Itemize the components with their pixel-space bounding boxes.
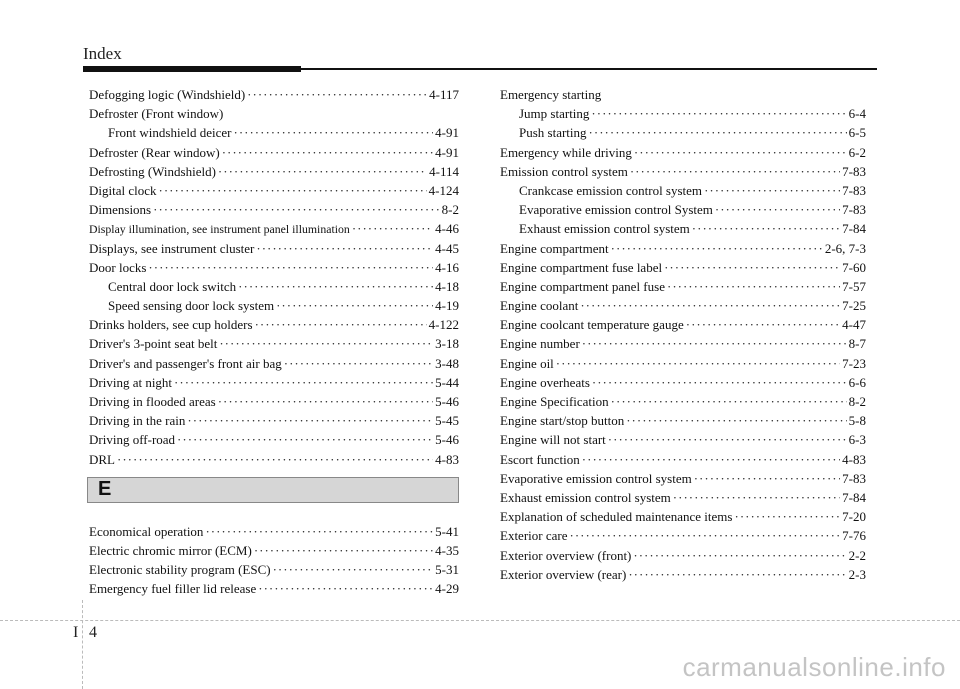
index-term: Central door lock switch — [108, 278, 237, 294]
index-entry — [89, 219, 459, 238]
section-letter: E — [98, 478, 112, 501]
index-term: Engine coolant — [500, 298, 579, 314]
index-left-column — [89, 85, 459, 599]
index-term: Driving in the rain — [89, 413, 186, 429]
index-entry — [89, 560, 459, 579]
index-term: DRL — [89, 451, 115, 467]
leader-dots — [284, 354, 433, 373]
leader-dots — [734, 507, 840, 526]
index-page-ref: 5-31 — [435, 562, 459, 578]
index-entry — [89, 450, 459, 469]
index-term: Front windshield deicer — [108, 125, 232, 141]
footer-divider — [0, 620, 960, 621]
index-entry — [89, 162, 459, 181]
index-page-ref: 4-47 — [842, 317, 866, 333]
leader-dots — [352, 219, 433, 238]
index-entry — [89, 522, 459, 541]
index-page-ref: 5-45 — [435, 413, 459, 429]
index-entry — [500, 373, 866, 392]
index-entry — [89, 541, 459, 560]
leader-dots — [582, 334, 847, 353]
index-entry — [89, 430, 459, 449]
index-page-ref: 5-46 — [435, 432, 459, 448]
leader-dots — [630, 162, 840, 181]
leader-dots — [715, 200, 840, 219]
leader-dots — [233, 123, 433, 142]
index-entry — [500, 162, 866, 181]
index-page-ref: 7-83 — [842, 163, 866, 179]
index-entry — [89, 315, 459, 334]
index-entry — [89, 411, 459, 430]
leader-dots — [256, 239, 433, 258]
index-term: Door locks — [89, 259, 147, 275]
leader-dots — [686, 315, 840, 334]
index-term: Driver's 3-point seat belt — [89, 336, 218, 352]
index-term: Engine will not start — [500, 432, 606, 448]
leader-dots — [148, 258, 433, 277]
index-entry — [89, 85, 459, 104]
watermark: carmanualsonline.info — [682, 652, 946, 682]
index-right-column — [500, 85, 866, 584]
index-term: Exterior overview (front) — [500, 547, 632, 563]
leader-dots — [187, 411, 433, 430]
index-page-ref: 4-35 — [435, 542, 459, 558]
index-page-ref: 5-8 — [848, 413, 866, 429]
leader-dots — [254, 541, 433, 560]
leader-dots — [611, 392, 847, 411]
leader-dots — [582, 450, 840, 469]
index-page-ref: 7-83 — [842, 182, 866, 198]
footer-section-letter: I — [73, 624, 79, 641]
index-page-ref: 7-83 — [842, 202, 866, 218]
index-entry — [500, 411, 866, 430]
index-page-ref: 6-6 — [848, 374, 866, 390]
index-page-ref: 8-2 — [848, 394, 866, 409]
index-entry — [500, 296, 866, 315]
index-entry — [500, 430, 866, 449]
index-entry — [89, 200, 459, 219]
leader-dots — [592, 373, 847, 392]
index-page-ref: 6-5 — [848, 125, 866, 141]
leader-dots — [608, 430, 847, 449]
index-entry — [89, 334, 459, 353]
index-entry — [500, 85, 866, 104]
index-term: Displays, see instrument cluster — [89, 240, 255, 256]
index-term: Emergency fuel filler lid release — [89, 581, 257, 597]
index-page-ref: 8-2 — [441, 202, 459, 218]
index-page-ref: 3-48 — [435, 355, 459, 371]
index-term: Jump starting — [519, 106, 590, 122]
index-term: Defroster (Front window) — [89, 106, 224, 122]
leader-dots — [589, 123, 847, 142]
leader-dots — [569, 526, 840, 545]
index-page-ref: 2-2 — [848, 547, 866, 563]
leader-dots — [664, 258, 840, 277]
index-term: Engine compartment — [500, 240, 609, 256]
index-entry — [500, 450, 866, 469]
index-term: Evaporative emission control system — [500, 470, 692, 486]
index-term: Economical operation — [89, 523, 204, 539]
footer-page-number: 4 — [89, 624, 97, 641]
index-entry — [89, 143, 459, 162]
index-term: Engine compartment panel fuse — [500, 278, 665, 294]
index-page-ref: 4-122 — [428, 317, 459, 333]
leader-dots — [626, 411, 846, 430]
index-term: Evaporative emission control System — [519, 202, 713, 218]
leader-dots — [694, 469, 840, 488]
index-page-ref: 6-4 — [848, 106, 866, 122]
index-term: Engine number — [500, 336, 580, 352]
leader-dots — [218, 392, 433, 411]
index-subentry — [89, 296, 459, 315]
index-term: Defrosting (Windshield) — [89, 163, 216, 179]
page-header-title: Index — [83, 44, 122, 63]
index-term: Explanation of scheduled maintenance items — [500, 509, 733, 525]
index-entry — [500, 546, 866, 565]
index-term: Electronic stability program (ESC) — [89, 562, 271, 578]
index-subentry — [500, 200, 866, 219]
leader-dots — [238, 277, 433, 296]
leader-dots — [611, 239, 823, 258]
index-page-ref: 5-46 — [435, 394, 459, 409]
index-page-ref: 5-44 — [435, 374, 459, 390]
leader-dots — [247, 85, 427, 104]
index-entry — [500, 315, 866, 334]
index-page-ref: 7-84 — [842, 489, 866, 505]
index-term: Engine Specification — [500, 394, 609, 409]
leader-dots — [628, 565, 846, 584]
leader-dots — [174, 373, 433, 392]
index-list-e-right — [500, 85, 866, 584]
index-term: Engine overheats — [500, 374, 590, 390]
index-term: Exterior overview (rear) — [500, 566, 627, 582]
index-subentry — [500, 219, 866, 238]
index-page-ref: 4-83 — [842, 451, 866, 467]
index-page-ref: 4-29 — [435, 581, 459, 597]
index-term: Engine oil — [500, 355, 554, 371]
index-page-ref: 5-41 — [435, 523, 459, 539]
index-term: Display illumination, see instrument panel illumination — [89, 222, 350, 237]
index-entry — [500, 507, 866, 526]
index-page-ref: 4-83 — [435, 451, 459, 467]
index-entry — [500, 469, 866, 488]
index-term: Speed sensing door lock system — [108, 298, 275, 314]
leader-dots — [634, 143, 847, 162]
index-list-e-left — [89, 522, 459, 599]
index-entry — [89, 258, 459, 277]
index-page-ref: 7-20 — [842, 509, 866, 525]
index-page-ref: 3-18 — [435, 336, 459, 352]
leader-dots — [633, 546, 846, 565]
index-subentry — [89, 123, 459, 142]
index-entry — [500, 565, 866, 584]
index-term: Emergency starting — [500, 87, 602, 102]
leader-dots — [556, 354, 840, 373]
index-entry — [500, 258, 866, 277]
index-page-ref: 4-46 — [435, 221, 459, 237]
index-term: Driver's and passenger's front air bag — [89, 355, 282, 371]
index-term: Exterior care — [500, 528, 568, 544]
index-page-ref: 4-91 — [435, 125, 459, 141]
index-page-ref: 4-117 — [429, 87, 459, 102]
index-entry — [89, 239, 459, 258]
index-subentry — [500, 181, 866, 200]
index-page-ref: 6-3 — [848, 432, 866, 448]
index-entry — [500, 143, 866, 162]
index-page-ref: 7-57 — [842, 278, 866, 294]
index-page-ref: 7-25 — [842, 298, 866, 314]
index-term: Dimensions — [89, 202, 152, 218]
index-page-ref: 2-6, 7-3 — [824, 240, 866, 256]
leader-dots — [153, 200, 440, 219]
index-page-ref: 4-91 — [435, 144, 459, 160]
index-page-ref: 4-124 — [428, 182, 459, 198]
index-entry — [89, 354, 459, 373]
index-term: Emission control system — [500, 163, 628, 179]
index-page-ref: 4-16 — [435, 259, 459, 275]
index-term: Escort function — [500, 451, 580, 467]
index-term: Emergency while driving — [500, 144, 632, 160]
index-page-ref: 7-60 — [842, 259, 866, 275]
index-entry — [500, 334, 866, 353]
index-list-d — [89, 85, 459, 469]
leader-dots — [673, 488, 840, 507]
index-entry — [500, 526, 866, 545]
leader-dots — [177, 430, 433, 449]
header-rule-thick — [83, 66, 301, 72]
section-header-e — [87, 477, 459, 503]
index-term: Exhaust emission control system — [519, 221, 690, 237]
leader-dots — [222, 143, 433, 162]
index-term: Electric chromic mirror (ECM) — [89, 542, 252, 558]
index-entry — [89, 373, 459, 392]
index-page-ref: 7-76 — [842, 528, 866, 544]
index-entry — [89, 104, 459, 123]
index-page-ref: 7-23 — [842, 355, 866, 371]
leader-dots — [205, 522, 433, 541]
index-page-ref: 4-18 — [435, 278, 459, 294]
leader-dots — [219, 334, 433, 353]
index-subentry — [500, 104, 866, 123]
index-page-ref: 6-2 — [848, 144, 866, 160]
leader-dots — [258, 579, 433, 598]
leader-dots — [255, 315, 427, 334]
index-subentry — [500, 123, 866, 142]
index-entry — [89, 579, 459, 598]
index-page-ref: 4-45 — [435, 240, 459, 256]
index-term: Digital clock — [89, 182, 157, 198]
index-entry — [500, 392, 866, 411]
index-page-ref: 4-19 — [435, 298, 459, 314]
leader-dots — [580, 296, 840, 315]
index-term: Exhaust emission control system — [500, 489, 671, 505]
index-entry — [500, 354, 866, 373]
leader-dots — [591, 104, 846, 123]
leader-dots — [276, 296, 433, 315]
index-entry — [89, 392, 459, 411]
index-term: Push starting — [519, 125, 587, 141]
leader-dots — [692, 219, 840, 238]
index-term: Defroster (Rear window) — [89, 144, 220, 160]
leader-dots — [117, 450, 433, 469]
index-term: Engine compartment fuse label — [500, 259, 663, 275]
leader-dots — [159, 181, 427, 200]
index-page-ref: 4-114 — [429, 163, 459, 179]
index-term: Engine start/stop button — [500, 413, 625, 429]
leader-dots — [704, 181, 840, 200]
index-entry — [89, 181, 459, 200]
index-term: Crankcase emission control system — [519, 182, 703, 198]
leader-dots — [667, 277, 840, 296]
index-term: Driving in flooded areas — [89, 394, 216, 409]
index-entry — [500, 277, 866, 296]
index-page-ref: 8-7 — [848, 336, 866, 352]
leader-dots — [273, 560, 434, 579]
index-entry — [500, 239, 866, 258]
leader-dots — [218, 162, 427, 181]
index-page-ref: 7-83 — [842, 470, 866, 486]
index-entry — [500, 488, 866, 507]
index-term: Drinks holders, see cup holders — [89, 317, 253, 333]
index-page-ref: 2-3 — [848, 566, 866, 582]
index-term: Defogging logic (Windshield) — [89, 87, 246, 102]
index-subentry — [89, 277, 459, 296]
index-term: Engine coolcant temperature gauge — [500, 317, 684, 333]
index-term: Driving off-road — [89, 432, 176, 448]
header-rule-thin — [301, 68, 877, 70]
footer-vertical-divider — [82, 600, 83, 689]
index-page-ref: 7-84 — [842, 221, 866, 237]
index-term: Driving at night — [89, 374, 173, 390]
